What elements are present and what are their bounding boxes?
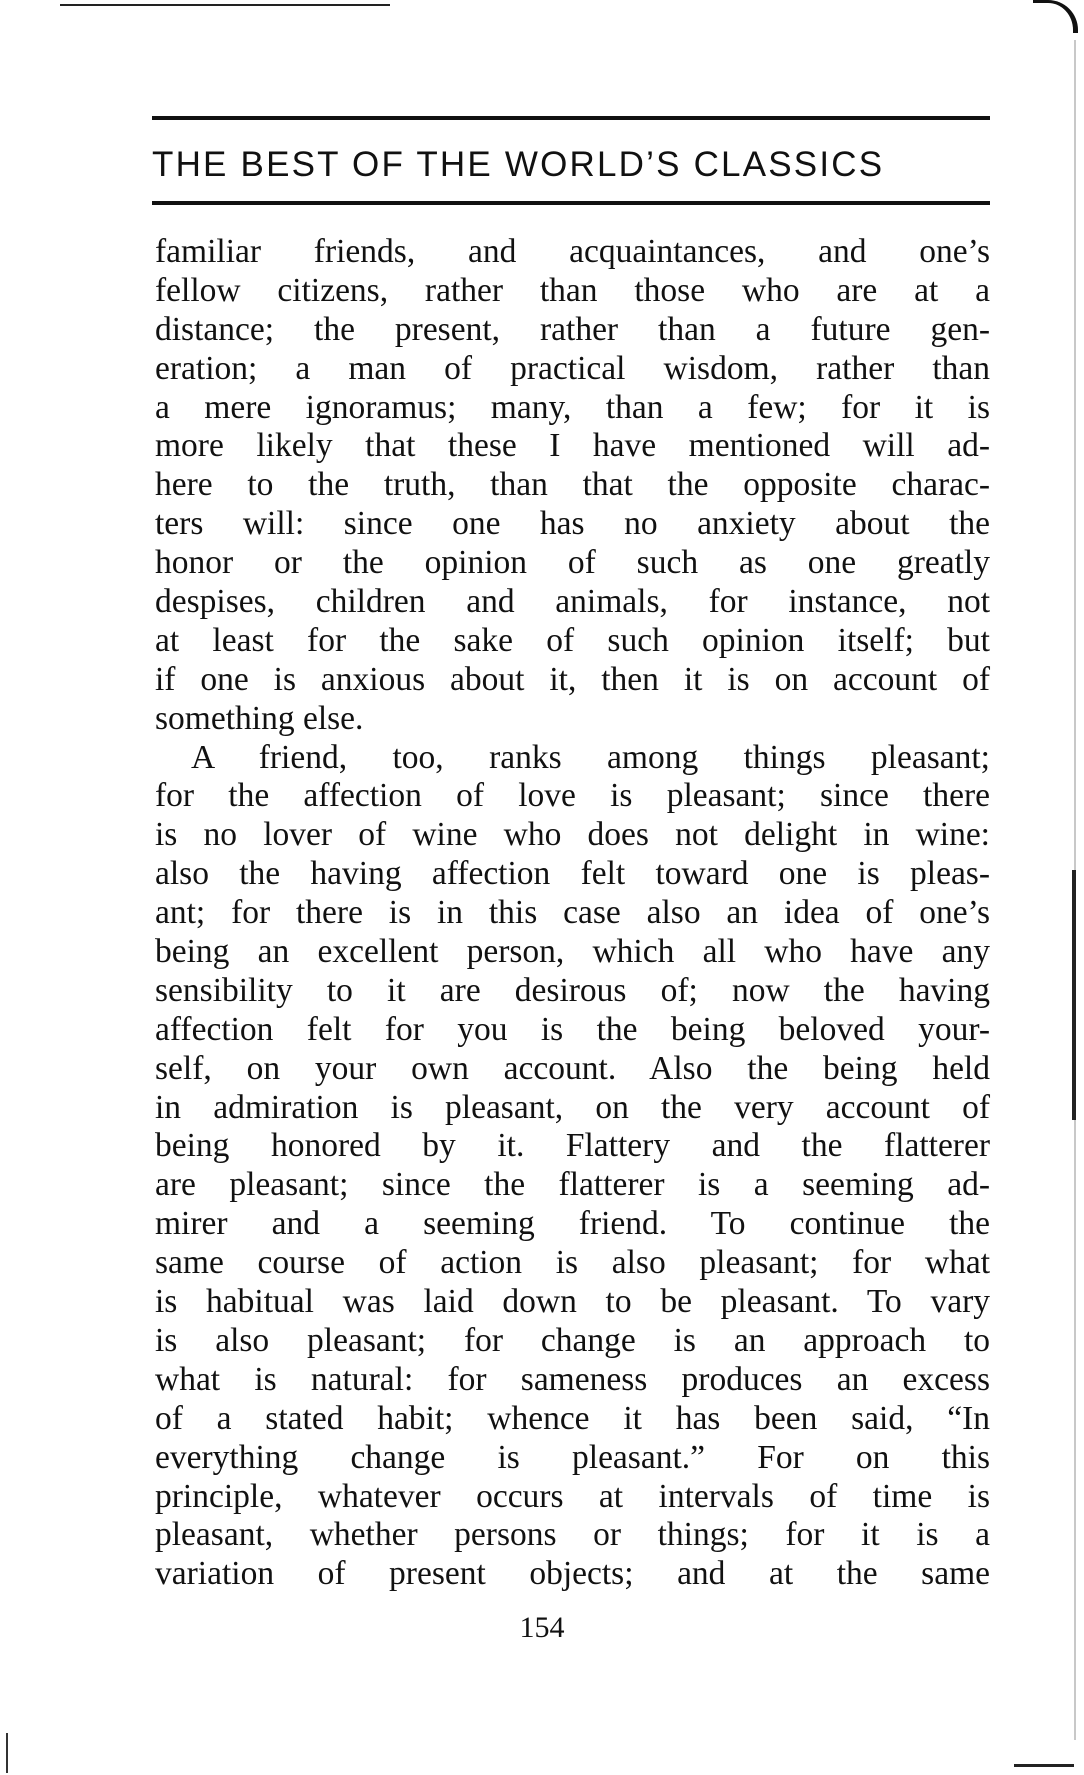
text-line: despises, children and animals, for instance, not (155, 583, 990, 621)
header-rule-top (152, 116, 990, 120)
text-line: A friend, too, ranks among things pleasant; (191, 738, 990, 776)
text-line: sensibility to it are desirous of; now the having (155, 971, 990, 1009)
text-line: principle, whatever occurs at intervals of time is (155, 1477, 990, 1515)
text-line: variation of present objects; and at the same (155, 1555, 990, 1593)
text-line: same course of action is also pleasant; for what (155, 1244, 990, 1282)
text-line: being an excellent person, which all who have any (155, 933, 990, 971)
text-line: being honored by it. Flattery and the flatterer (155, 1127, 990, 1165)
scan-left-tick (6, 1733, 8, 1773)
text-line: for the affection of love is pleasant; since there (155, 777, 990, 815)
body-text (155, 233, 990, 1594)
text-line: something else. (155, 699, 364, 737)
text-line: of a stated habit; whence it has been said, “In (155, 1399, 990, 1437)
text-line: what is natural: for sameness produces an excess (155, 1360, 990, 1398)
text-line: eration; a man of practical wisdom, rather than (155, 349, 990, 387)
text-line: at least for the sake of such opinion itself; but (155, 621, 990, 659)
text-line: here to the truth, than that the opposite charac- (155, 466, 990, 504)
scan-corner-mark (1033, 0, 1078, 33)
text-line: are pleasant; since the flatterer is a seeming ad- (155, 1166, 990, 1204)
text-line: is habitual was laid down to be pleasant. To vary (155, 1283, 990, 1321)
text-line: also the having affection felt toward one is pleas- (155, 855, 990, 893)
scan-edge-top (60, 4, 390, 6)
scan-bottom-edge (1014, 1764, 1074, 1767)
running-head: THE BEST OF THE WORLD’S CLASSICS (152, 145, 885, 184)
text-line: honor or the opinion of such as one greatly (155, 544, 990, 582)
text-line: affection felt for you is the being beloved your- (155, 1010, 990, 1048)
text-line: pleasant, whether persons or things; for it is a (155, 1516, 990, 1554)
paragraph-1 (155, 233, 990, 739)
text-line: is no lover of wine who does not delight in wine: (155, 816, 990, 854)
text-line: a mere ignoramus; many, than a few; for it is (155, 388, 990, 426)
text-line: mirer and a seeming friend. To continue the (155, 1205, 990, 1243)
paragraph-2 (155, 739, 990, 1595)
text-line: ters will: since one has no anxiety about the (155, 505, 990, 543)
header-rule-bottom (152, 201, 990, 205)
text-line: ant; for there is in this case also an idea of one’s (155, 894, 990, 932)
page-number: 154 (519, 1611, 565, 1644)
text-line: distance; the present, rather than a future gen- (155, 310, 990, 348)
text-line: self, on your own account. Also the being held (155, 1049, 990, 1087)
text-line: in admiration is pleasant, on the very account of (155, 1088, 990, 1126)
text-line: more likely that these I have mentioned will ad- (155, 427, 990, 465)
text-line: familiar friends, and acquaintances, and one’s (155, 233, 990, 270)
text-line: is also pleasant; for change is an approach to (155, 1321, 990, 1359)
scan-right-edge-shadow (1072, 870, 1076, 1120)
text-line: if one is anxious about it, then it is on account of (155, 660, 990, 698)
text-line: everything change is pleasant.” For on this (155, 1438, 990, 1476)
text-line: fellow citizens, rather than those who are at a (155, 271, 990, 309)
